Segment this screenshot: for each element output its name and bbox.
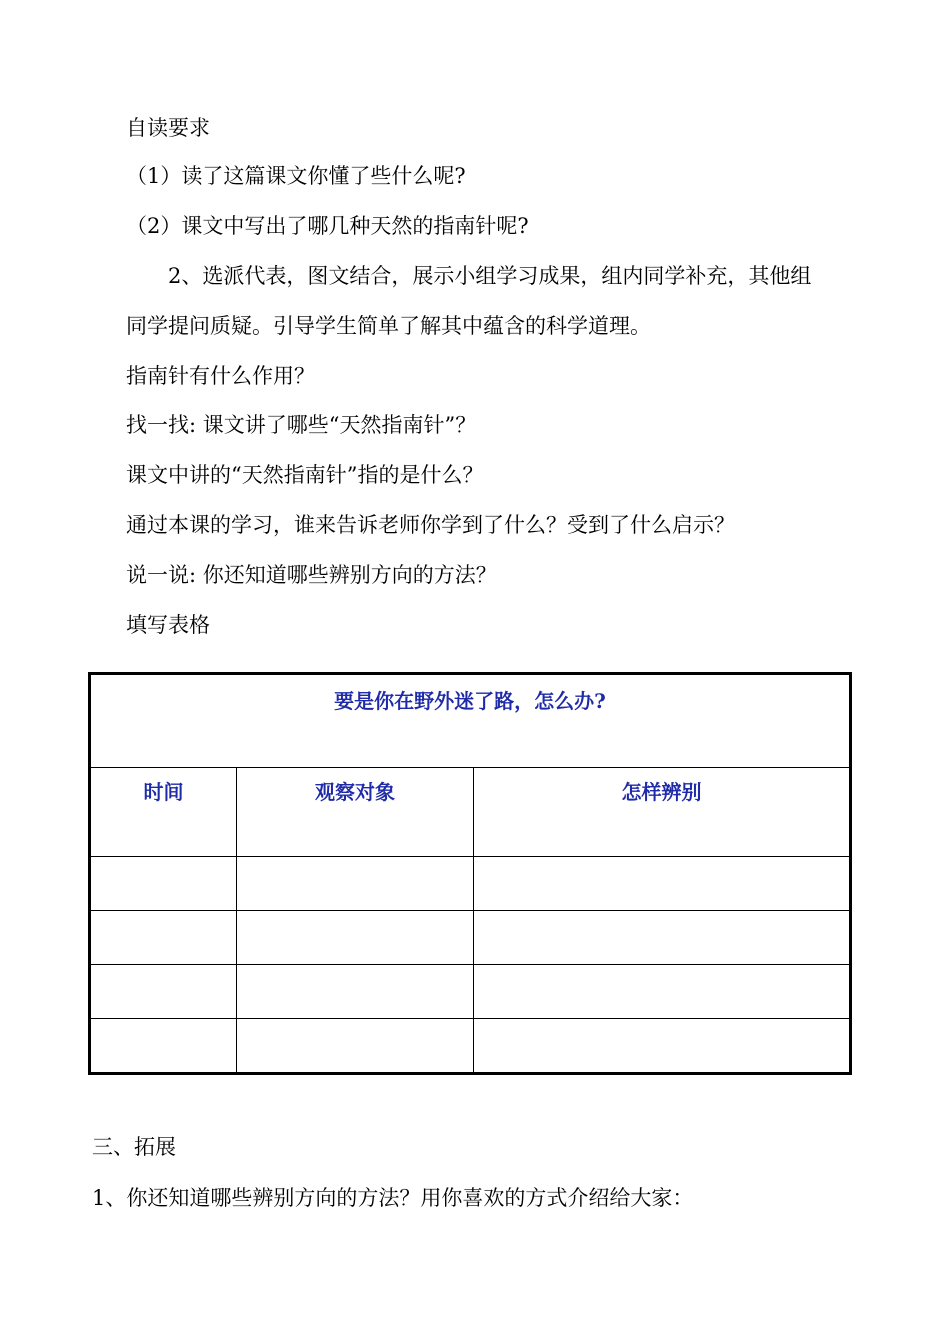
find-natural-compass-question: 找一找: 课文讲了哪些“天然指南针”？ — [126, 413, 477, 437]
header-how-to-identify: 怎样辨别 — [474, 768, 851, 857]
table-cell[interactable] — [90, 857, 237, 911]
activity-2-line-2: 同学提问质疑。引导学生简单了解其中蕴含的科学道理。 — [126, 314, 651, 338]
fill-table-instruction: 填写表格 — [126, 613, 210, 637]
table-cell[interactable] — [90, 965, 237, 1019]
table-cell[interactable] — [90, 911, 237, 965]
activity-2-line-1: 2、选派代表，图文结合，展示小组学习成果，组内同学补充，其他组 — [168, 264, 812, 288]
question-2: （2）课文中写出了哪几种天然的指南针呢? — [126, 214, 529, 238]
table-row — [90, 1019, 851, 1074]
table-row — [90, 857, 851, 911]
learning-reflection-question: 通过本课的学习，谁来告诉老师你学到了什么？受到了什么启示？ — [126, 513, 735, 537]
direction-methods-question: 说一说: 你还知道哪些辨别方向的方法？ — [126, 563, 497, 587]
table-row — [90, 911, 851, 965]
extension-item-1: 1、你还知道哪些辨别方向的方法？用你喜欢的方式介绍给大家： — [92, 1186, 694, 1210]
table-title: 要是你在野外迷了路，怎么办? — [90, 674, 851, 768]
table-cell[interactable] — [237, 965, 474, 1019]
table-cell[interactable] — [237, 857, 474, 911]
table-cell[interactable] — [90, 1019, 237, 1074]
table-cell[interactable] — [237, 911, 474, 965]
compass-purpose-question: 指南针有什么作用？ — [126, 364, 315, 388]
question-1: （1）读了这篇课文你懂了些什么呢? — [126, 164, 466, 188]
table-row — [90, 965, 851, 1019]
table-cell[interactable] — [237, 1019, 474, 1074]
table-cell[interactable] — [474, 965, 851, 1019]
extension-heading: 三、拓展 — [92, 1135, 176, 1159]
table-cell[interactable] — [474, 857, 851, 911]
natural-compass-meaning-question: 课文中讲的“天然指南针”指的是什么？ — [126, 463, 484, 487]
table-cell[interactable] — [474, 1019, 851, 1074]
header-time: 时间 — [90, 768, 237, 857]
table-cell[interactable] — [474, 911, 851, 965]
lost-in-wild-table — [88, 672, 852, 1075]
header-observed-object: 观察对象 — [237, 768, 474, 857]
self-reading-requirement: 自读要求 — [126, 116, 210, 140]
